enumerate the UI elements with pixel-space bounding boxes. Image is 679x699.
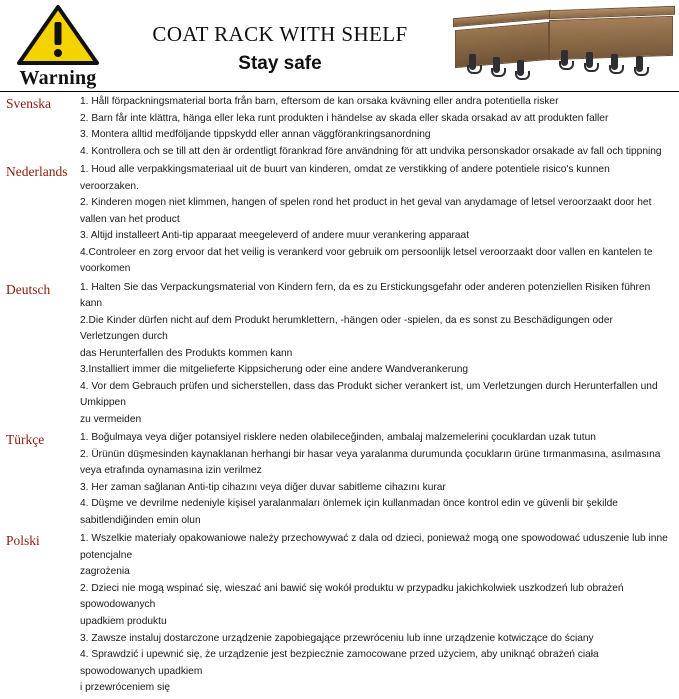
language-lines (80, 162, 673, 278)
warnings-content (0, 94, 679, 699)
language-lines (80, 531, 673, 696)
warning-line: 3.Installiert immer die mitgelieferte Kippsicherung oder eine andere Wandverankerung (80, 364, 469, 376)
coat-hook-icon (517, 60, 524, 76)
language-section-svenska (6, 94, 673, 160)
coat-hook-icon (586, 52, 593, 68)
warning-line: 2. Barn får inte klättra, hänga eller leka runt produkten i händelse av skada eller skada orsakad av att produkten faller (80, 112, 609, 124)
warning-line: 1. Wszelkie materiały opakowaniowe należy przechowywać z dala od dzieci, ponieważ mogą one spowodować uduszenie lub inne potencjalne (80, 533, 668, 561)
warning-line: 1. Houd alle verpakkingsmateriaal uit de buurt van kinderen, omdat ze verstikking of andere potentiele risico's kunnen (80, 164, 610, 176)
warning-line: 1. Boğulmaya veya diğer potansiyel risklere neden olabileceğinden, ambalaj malzemelerini çocuklardan uzak tutun (80, 432, 596, 444)
language-section-nederlands (6, 162, 673, 278)
title-block (115, 22, 445, 75)
warning-line: 2. Ürünün düşmesinden kaynaklanan herhangi bir hasar veya yaralanma durumunda çocukların ürüne tırmanmasına, asılmasına (80, 448, 661, 460)
page-subtitle: Stay safe (238, 53, 322, 74)
warning-line: 4. Sprawdzić i upewnić się, że urządzenie jest bezpiecznie zamocowane przed użyciem, aby uniknąć obrażeń ciała spowodowanych upadkiem (80, 649, 599, 677)
language-lines (80, 94, 673, 160)
language-label: Polski (6, 533, 40, 549)
warning-block (4, 4, 112, 89)
warning-line: 3. Montera alltid medföljande tippskydd eller annan väggförankringsanordning (80, 129, 431, 141)
product-photo (453, 4, 673, 84)
language-lines (80, 430, 673, 529)
coat-hook-icon (493, 57, 500, 73)
warning-line: 2.Die Kinder dürfen nicht auf dem Produkt herumklettern, -hängen oder -spielen, da es sonst zu Beschädigungen oder Verletzungen durch (80, 314, 613, 343)
language-label: Nederlands (6, 164, 68, 180)
header-divider (0, 91, 679, 92)
language-section-deutsch (6, 280, 673, 429)
warning-line: 3. Altijd installeert Anti-tip apparaat meegeleverd of andere muur verankering apparaat (80, 230, 470, 242)
warning-line: 4.Controleer en zorg ervoor dat het veilig is verankerd voor gebruik om persoonlijk letsel veroorzaakt door vallen en kantelen te (80, 246, 653, 258)
warning-line: sabitlendiğinden emin olun (80, 514, 201, 526)
warning-line: 4. Vor dem Gebrauch prüfen und sicherstellen, dass das Produkt sicher verankert ist, um Verletzungen durch Herunterfallen und Umkippen (80, 380, 658, 409)
coat-hook-icon (561, 50, 568, 66)
warning-line: i przewróceniem się (80, 682, 171, 694)
warning-line: veroorzaken. (80, 180, 139, 192)
warning-line: vallen van het product (80, 213, 180, 225)
coat-hook-icon (469, 54, 476, 70)
warning-label: Warning (19, 67, 97, 89)
page-title: COAT RACK WITH SHELF (152, 22, 408, 46)
warning-line: voorkomen (80, 263, 131, 275)
warning-line: 2. Dzieci nie mogą wspinać się, wieszać ani bawić się wokół produktu w przypadku jakichkolwiek uszkodzeń lub obrażeń spowodowanych (80, 582, 624, 611)
warning-line: 4. Kontrollera och se till att den är ordentligt förankrad före användning för att undvika personskador orsakade av fall och tippning (80, 145, 662, 157)
warning-line: veya etrafında oynamasına izin verilmez (80, 465, 262, 477)
coat-hook-icon (611, 54, 618, 70)
warning-line: 2. Kinderen mogen niet klimmen, hangen of spelen rond het product in het geval van anydamage of letsel veroorzaakt door het (80, 197, 652, 209)
language-section-turkce (6, 430, 673, 529)
warning-line: das Herunterfallen des Produkts kommen kann (80, 347, 293, 359)
warning-line: upadkiem produktu (80, 615, 167, 627)
language-lines (80, 280, 673, 429)
coat-hook-icon (636, 56, 643, 72)
warning-line: zagrożenia (80, 566, 130, 578)
language-label: Türkçe (6, 432, 45, 448)
warning-line: 4. Düşme ve devrilme nedeniyle kişisel yaralanmaları önlemek için kullanmadan önce kontrol edin ve güvenli bir şekilde (80, 498, 618, 510)
language-label: Deutsch (6, 281, 51, 297)
warning-line: 3. Her zaman sağlanan Anti-tip cihazını veya diğer duvar sabitleme cihazını kurar (80, 481, 446, 493)
warning-line: 3. Zawsze instaluj dostarczone urządzenie zapobiegające przewróceniu lub inne urządzenie kotwiczące do ściany (80, 632, 594, 644)
language-label: Svenska (6, 96, 51, 111)
document-header (0, 0, 679, 92)
warning-triangle-icon (16, 4, 100, 66)
language-section-polski (6, 531, 673, 696)
warning-line: 1. Halten Sie das Verpackungsmaterial von Kindern fern, da es zu Erstickungsgefahr oder anderen potenziellen Risiken führen kann (80, 281, 651, 310)
warning-line: 1. Håll förpackningsmaterial borta från barn, eftersom de kan orsaka kvävning eller andra potentiella risker (80, 96, 559, 107)
warning-line: zu vermeiden (80, 413, 142, 425)
